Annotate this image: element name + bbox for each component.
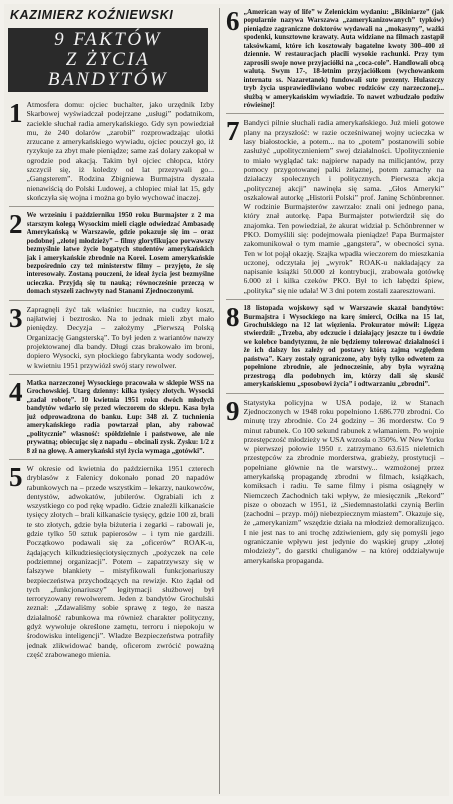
fact-text: „American way of life” w Żelenickim wydaniu: „Bikiniarze” (jak popularnie nazywa Warszawa „zamerykanizowanych” typków) pieniądze zagraniczne doktorów wydawali na „mokasyny”, ważki spodenki, kunsztowne krawaty. Auta widziane na filmach zastąpił taksówkami, które ich kosztowały bagatelne kwoty 300–400 zł dziennie. W restauracjach płacili wysokie rachunki. Przy tym zaprosili swoje nowe przyjaciółki na „coca-cole”. Handlowali obcą walutą. Swym 17-, 18-letnim przyjaciółkom (wychowankom internatu ss. Nazaretanek) fundowali sute prezenty. Hulaszczy tryb życia usprawiedliwiano wobec rodziców czy narzeczonej... służbą w amerykańskim wywiadzie. To nawet wzbudzało podziw rówieśnej! — [243, 8, 444, 109]
fact-number: 5 — [9, 461, 23, 492]
fact-number: 2 — [9, 209, 23, 240]
newspaper-clipping — [4, 4, 449, 796]
title-banner — [8, 28, 208, 92]
fact-text: Zapragnęli żyć tak właśnie: hucznie, na cudzy koszt, najłatwiej i beztrosko. Na to jednak mieli zbyt mało pieniędzy. Decyzja – założymy „Pierwszą Polską Organizację Gangsterską”. To był jeden z wariantów nawzy projektowanej dla bandy. Długi czas brakowało im broni, dopiero Wysocki, syn płockiego fabrykanta wody sodowej, w kwietniu 1951 przywiózł swój stary rewolwer. — [26, 304, 214, 370]
fact-number: 8 — [226, 302, 240, 333]
fact-9 — [226, 395, 444, 565]
fact-4 — [9, 376, 214, 455]
fact-3 — [9, 302, 214, 370]
column-divider — [219, 8, 220, 794]
separator — [9, 300, 214, 301]
fact-text: W okresie od kwietnia do października 1951 czterech dryblasów z Falenicy dokonało ponad 20 napadów rabunkowych na – przede wszystkim – lekarzy, naukowców, dentystów, adwokatów, jubilerów. Ograbiali ich z wszystkiego co pod rękę wpadło. Gdzie znaleźli kilkanaście tysięcy złotych – brali kilkanaście tysięcy, gdzie 100 zł, brali te sto złotych, gdzie była biżuteria i zegarki – rabowali je, gdzie tylko 50 sztuk papierosów – i tym nie gardzili. Początkowo podawali się za „oficerów” ROAK-u, żądających kilkudziesięciotysięcznych „pożyczek na cele podziemnej organizacji”. Potem – zapatrzywszy się w fałszywe blankiety – mistyfikowali funkcjonariuszy bezpieczeństwa przychodzących na rewizje. Kto żądał od tych „funkcjonariuszy” legitymacji służbowej był terroryzowany rewolwerem. Jeden z bandytów Grochulski zeznał: „Zdawaliśmy sobie sprawę z tego, że nasza działalność rabunkowa ma również charakter polityczny, gdyż wywołuje określone zamętu, terroru i niepokoju w środowisku inteligencji”. Władze Bezpieczeństwa potrafiły jednak zlikwidować bandę, oficerom zwrócić poważną część zrabowanego mienia. — [26, 463, 214, 659]
author-name: KAZIMIERZ KOŹNIEWSKI — [10, 8, 174, 22]
fact-text: Atmosfera domu: ojciec buchalter, jako urzędnik Izby Skarbowej wyświadczał podejrzane „usługi” podatnikom, zaciekle słuchał radia amerykańskiego. Gdy syn powiedział mu, że 240 dolarów „zarobił” rozprowadzając ulotki zrzucane z amerykańskiego wywiadu, ojciec pouczył go, iż ryzykuje za zbyt małe pieniądze; same zaś dolary zakopał w ogrodzie pod akacją. Takim był ojciec chłopca, który szczycił się, iż koledzy od lat przezywali go... „Gangsterem”. Rodzina Zbigniewa Burmajstra dyszała nienawiścią do Polski Ludowej, a chłopiec miał lat 15, gdy skończyła się wojna i można go było wychować inaczej. — [26, 100, 214, 202]
fact-number: 1 — [9, 98, 23, 128]
article-header — [8, 8, 208, 96]
separator — [226, 393, 444, 394]
fact-number: 6 — [226, 6, 240, 36]
separator — [9, 459, 214, 460]
title-line-1: 9 FAKTÓW — [54, 29, 162, 51]
fact-1 — [9, 100, 214, 202]
fact-text: Bandyci pilnie słuchali radia amerykańskiego. Już mieli gotowe plany na przyszłość: w razie ocześniwanej wojny ucieczka w lasy białostockie, a potem... na to „potem” postanowili sobie zasłużyć „upolitycznieniem” swej działalności. Upolitycznienie to miało wyglądać tak: najpierw napady na milicjantów, przy pomocy przygotowanej palki żelaznej, potem zamachy na działaczy społecznych i politycznych. Pierwsza akcja „politycznej akcji” nawinęła się sama. „Głos Ameryki” oszkalował autorkę „Historii Polski” prof. Janinę Schönbrenner. W rodzinie Burmajsterów zawrzało: znali oni jednego pana, który znał autorkę. Papa Burmajster potwierdził się do znajomka. Ten powiedział, że akurat widział p. Schönbrenner w PKO. Domyślili się: podejmowała pieniądze! Papa Burmajster zakomunikował o tym mamie „gangstera”, w obecności syna. Ten w lot pojął okazję. Szajka wpadła wieczorem do mieszkania uczonej, odczytała jej „wyrok” ROAK-u nakładający za napisanie książki 50.000 zł kontrybucji, zrabowała gotówkę 6.000 zł i kilka czeków PKO. Był to ich łabędzi śpiew, „polityka” się nie udała! W 3 dni potem zostali zaaresztowani. — [243, 118, 444, 295]
fact-text: Matka narzeczonej Wysockiego pracowała w sklepie WSS na Grochowskiej. Utarg dzienny: kilka tysięcy złotych. Wysocki „zadał robotę”. 10 kwietnia 1951 roku dwóch młodych bandytów wdarło się przed wieczorem do sklepu. Kasa była już odprowadzona do banku. Łup: 348 zł. Z tuchnienia amerykańskiego radia powtarzał plan, aby rabować „politycznie” własność: spółdzielnie i państwowe, ale nie prywatną; obiecując się z napadu – obcinali zysk. Zysku: 1/2 z 8 zł na głowę. A amerykański styl życia wymaga „gotówki”. — [26, 378, 214, 455]
separator — [226, 299, 444, 300]
fact-text: We wrześniu i październiku 1950 roku Burmajster z 2 ma starszym kolegą Wysockim mieli ciągle odwiedzać Ambasadę Amerykańską w Warszawie, gdzie pokazuje się im – oraz podobnej „złotej młodzieży” – filmy gloryfikujące porwawszy bezmyślnie łatwe życie bogatych studentów amerykańskich jak i amerykańskie zbrodnie na Korei. Losem amerykańskie bezpośrednio czy też ministerstw filmy – przyjęto, że się interesowały. Zostaną pouczeni, że ideał życia jest bezmyślne ucieczka. Przyjdą się tu nauką; równocześnie przeczą w domach styszeli zachwyty nad Stanami Zjednoczonymi. — [26, 211, 214, 296]
fact-7 — [226, 118, 444, 295]
fact-number: 7 — [226, 116, 240, 147]
fact-2 — [9, 211, 214, 296]
fact-6 — [226, 8, 444, 109]
fact-text: Statystyka policyjna w USA podaje, iż w Stanach Zjednoczonych w 1948 roku popełniono 1.686.770 zbrodni. Co minutę trzy zbrodnie. Co 24 godziny – 36 morderstw. Co 9 minut rabunek. Co 100 sekund rabunek z włamaniem. Po wojnie przestępczość młodzieży w USA wzrosła o 350%. W New Yorku w pierwszej połowie 1950 r. zatrzymano 63.615 nieletnich przestępców za zbrodnie morderstwa, grabieży, prostytucji – popełniane głównie na tle warstwy... wzmożonej przez amerykańską propagandę zbrodni w filmach, książkach, komiksach i radiu. Te same filmy i pisma osiągnęły w Niemczech Zachodnich taki wpływ, że miesięcznik „Rekord” pisze o obozach w 1951, iż „Siedemnastolatki czynią Berlin (zachodni – przyp. mój) niebezpiecznym miastem”. Okazuje się, że „amerykanizm” wszędzie działa na młodzież demoralizująco. I nie jest nas to ani trochę zdziwieniem, gdy się pomyśli jego ograniczanie wpływu jest jedynie do wąskiej grupy „złotej młodzieży”, do garstki chuliganów – na której oddziaływuje amerykańska propaganda. — [243, 397, 444, 565]
fact-5 — [9, 461, 214, 659]
separator — [9, 374, 214, 375]
separator — [226, 113, 444, 114]
separator — [9, 206, 214, 207]
fact-8 — [226, 304, 444, 389]
fact-number: 9 — [226, 395, 240, 426]
right-column — [226, 8, 444, 568]
fact-number: 3 — [9, 302, 23, 333]
left-column — [9, 100, 214, 662]
title-line-2: Z ŻYCIA BANDYTÓW — [47, 49, 169, 90]
fact-text: 18 listopada wojskowy sąd w Warszawie skazał bandytów: Burmajstra i Wysockiego na karę śmierci, Ociłka na 15 lat, Grochulskiego na 12 lat więzienia. Prokurator mówił: Ligęza stwierdził: „Trzeba, aby odczucie i działający jeszcze tu i ówdzie we kolebce bandytyzmu, że nie będziemy tolerować działalności i że ich dalszy los zależy od postawy którą zajmą względem państwa”. Kary zostały ograniczone, aby były tylko odwetem za popełnione zbrodnie, ale jednocześnie, aby była wyraźną przestrogą dla podobnych im, którzy dali się skusić amerykańskiemu „sposobowi życia” i odtwarzaniu „zbrodni”. — [243, 304, 444, 389]
fact-number: 4 — [9, 376, 23, 407]
